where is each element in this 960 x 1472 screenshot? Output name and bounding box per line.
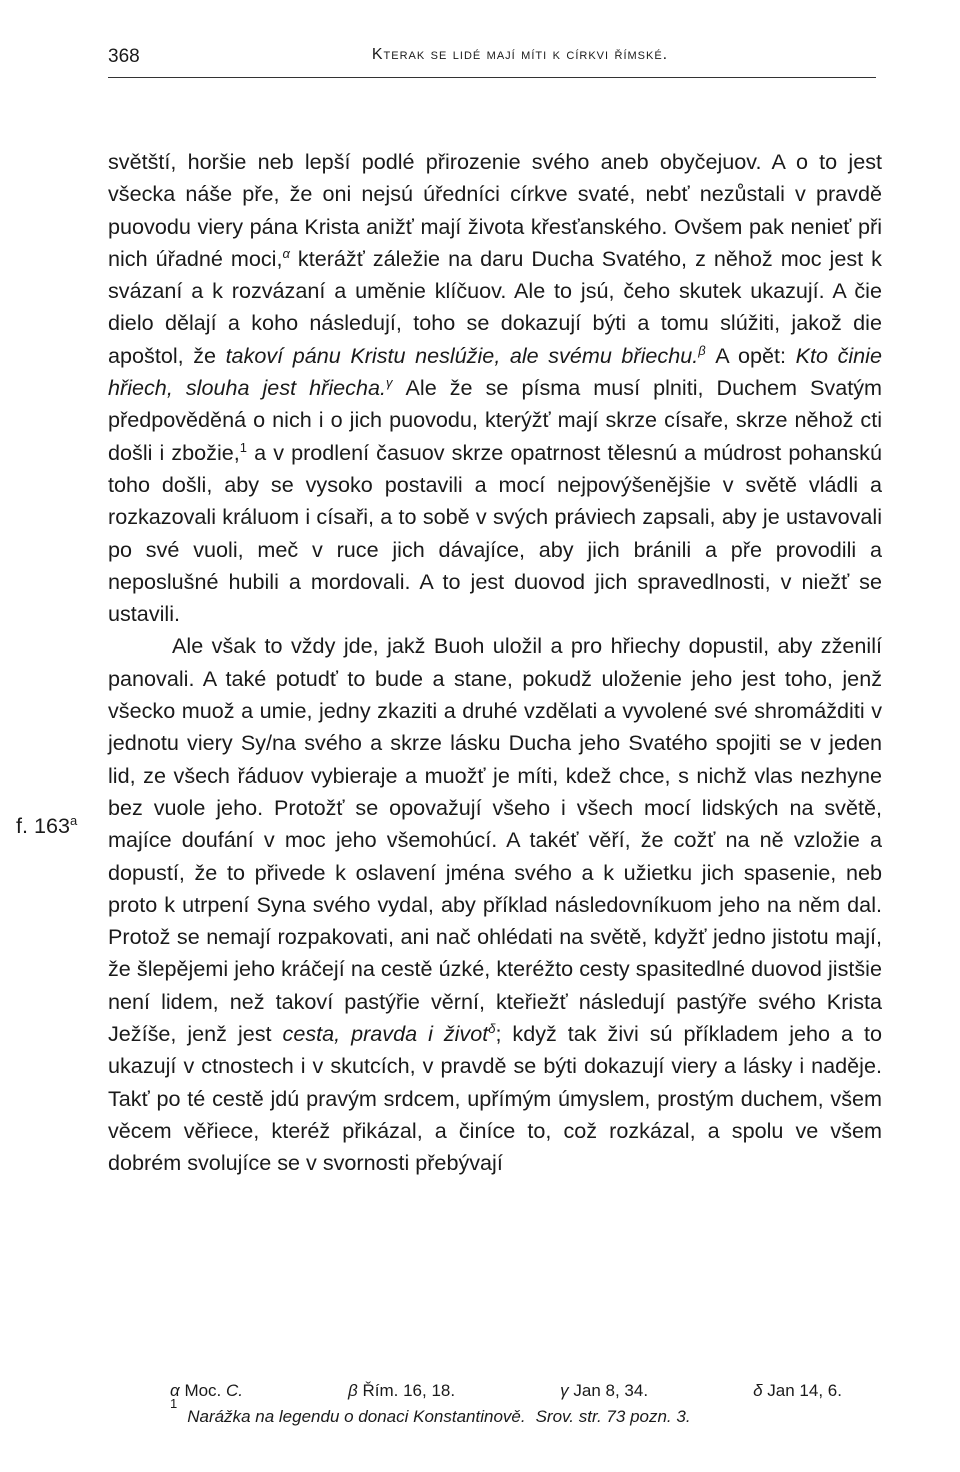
- footnote-mark-gamma: γ: [385, 374, 393, 390]
- footnote-text: Jan 8, 34.: [573, 1381, 649, 1400]
- text-run: a v prodlení časuov skrze opatrnost tělesnú a múdrost pohanskú toho došli, aby se vysoko postavili a mocí nejpovýšenějšie v světě vládli a rozkazovali králuom i císaři, a to sobě v svých práviech zapsali, aby je ustavovali po své vuoli, meč v ruce jich dávajíce, aby jich bránili a pře provodili a neposlušné hubili a mordovali. A to jest duovod jich spravedlnosti, v niežť se ustavili.: [108, 439, 882, 627]
- footnote-text: Moc.: [184, 1381, 226, 1400]
- footnote-ref: Srov. str. 73 pozn. 3.: [535, 1407, 691, 1426]
- text-run: světští, horšie neb lepší podlé přirozenie svého aneb obyčejuov. A o to jest všecka náše pře, že oni nejsú úředníci církve svaté, nebť nezůstali v pravdě puovodu viery pána Krista anižť mají života křesťanského. Ovšem pak nenieť při nich úřadné moci,: [108, 149, 882, 271]
- text-run: Ale však to vždy jde, jakž Buoh uložil a pro hřiechy dopustil, aby zženilí panovali. A také potudť to bude a stane, pokudž uloženie jeho jest toho, jenž všecko muož a umie, jedny zkaziti a druhé vzdělati a vyvolené své shromážditi v jednotu viery Sy/na svého a skrze lásku Ducha jeho Svatého spojiti se v jeden lid, ze všech řáduov vybieraje a muožť je míti, kdež chce, s nichž vlas nezhyne bez vuole jeho. Protožť se opovažují všeho i všech mocí lidských na světě, majíce doufání v moc jeho všemohúcí. A takéť věří, že cožť na ně vzložie a dopustí, že to přivede k oslavení jména svého a k užietku jich spasenie, neb proto k utrpení Syna svého vydal, aby příklad následovníkuom jeho na něm dal. Protož se nemají rozpakovati, ani nač ohlédati na světě, kdyžť jedno jistotu mají, že šlepějemi jeho kráčejí na cestě úzké, kteréžto cesty spasitedlné duovod jistšie není lidem, než takoví pastýřie věrní, kteřiežť následují pastýře svého Krista Ježíše, jenž jest: [108, 633, 882, 1047]
- paragraph-1: [108, 146, 882, 630]
- footnote-mark: δ: [753, 1381, 763, 1400]
- text-run: kterážť záležie na daru Ducha Svatého, z něhož moc jest k svázaní a k rozvázaní a uměnie klíčuov. Ale to jsú, čeho skutek ukazují. A čie dielo dělají a koho následují, toho se dokazují býti a tomu slúžiti, jakož die apoštol, že: [108, 245, 882, 368]
- footnote-beta: [348, 1378, 455, 1404]
- running-title: Kterak se lidé mají míti k církvi římské.: [371, 46, 669, 63]
- page-header: [108, 46, 876, 80]
- footnote-ref: C.: [226, 1381, 243, 1400]
- folio-side: a: [70, 812, 78, 828]
- paragraph-2: [108, 630, 882, 1179]
- footnote-text: Řím. 16, 18.: [362, 1381, 456, 1400]
- footnote-mark: γ: [560, 1381, 569, 1400]
- footnote-text: Jan 14, 6.: [767, 1381, 842, 1400]
- folio-label: f. 163: [16, 813, 71, 838]
- footnote-alpha: [170, 1378, 243, 1404]
- footnote-mark-beta: β: [698, 342, 706, 358]
- body-text: [108, 146, 882, 1180]
- page-number: 368: [108, 46, 140, 67]
- footnote-delta: [753, 1378, 842, 1404]
- footnote-gamma: [560, 1378, 648, 1404]
- quotation: cesta, pravda i život: [282, 1021, 489, 1047]
- footnote-text: Narážka na legendu o donaci Konstantinově.: [187, 1407, 526, 1426]
- header-rule: [108, 77, 876, 78]
- footnote-mark: α: [170, 1381, 180, 1400]
- footnote-row-1: [108, 1396, 882, 1430]
- quotation: Kto činie hřiech, slouha jest hřiecha.: [108, 342, 882, 401]
- text-run: Ale že se písma musí plniti, Duchem Svatým předpověděná o nich i o jich puovodu, kterýžť mají skrze císaře, skrze něhož cti došli i zbožie,: [108, 375, 882, 465]
- footnote-mark-alpha: α: [282, 245, 290, 261]
- footnote-mark-delta: δ: [488, 1020, 496, 1036]
- text-run: ; když tak živi sú příkladem jeho a to ukazují v ctnostech i v skutcích, v pravdě se býti dokazují viery a lásky i naděje. Takť po té cestě jdú pravým srdcem, upřímým úmyslem, prostým duchem, všem věcem věřiece, kteréž přikázal, a činíce to, což rozkázal, a spolu ve všem dobrém svolujíce se v svornosti přebývají: [108, 1021, 882, 1176]
- footnote-row-sources: [108, 1378, 882, 1404]
- footnote-mark: β: [348, 1381, 358, 1400]
- footnote-mark-1: 1: [239, 439, 248, 455]
- footnote-mark: 1: [170, 1396, 178, 1411]
- footnotes: [108, 1378, 882, 1430]
- quotation: takoví pánu Kristu neslúžie, ale svému břiechu.: [225, 342, 699, 368]
- folio-marker: [16, 810, 77, 842]
- text-run: A opět:: [705, 342, 796, 368]
